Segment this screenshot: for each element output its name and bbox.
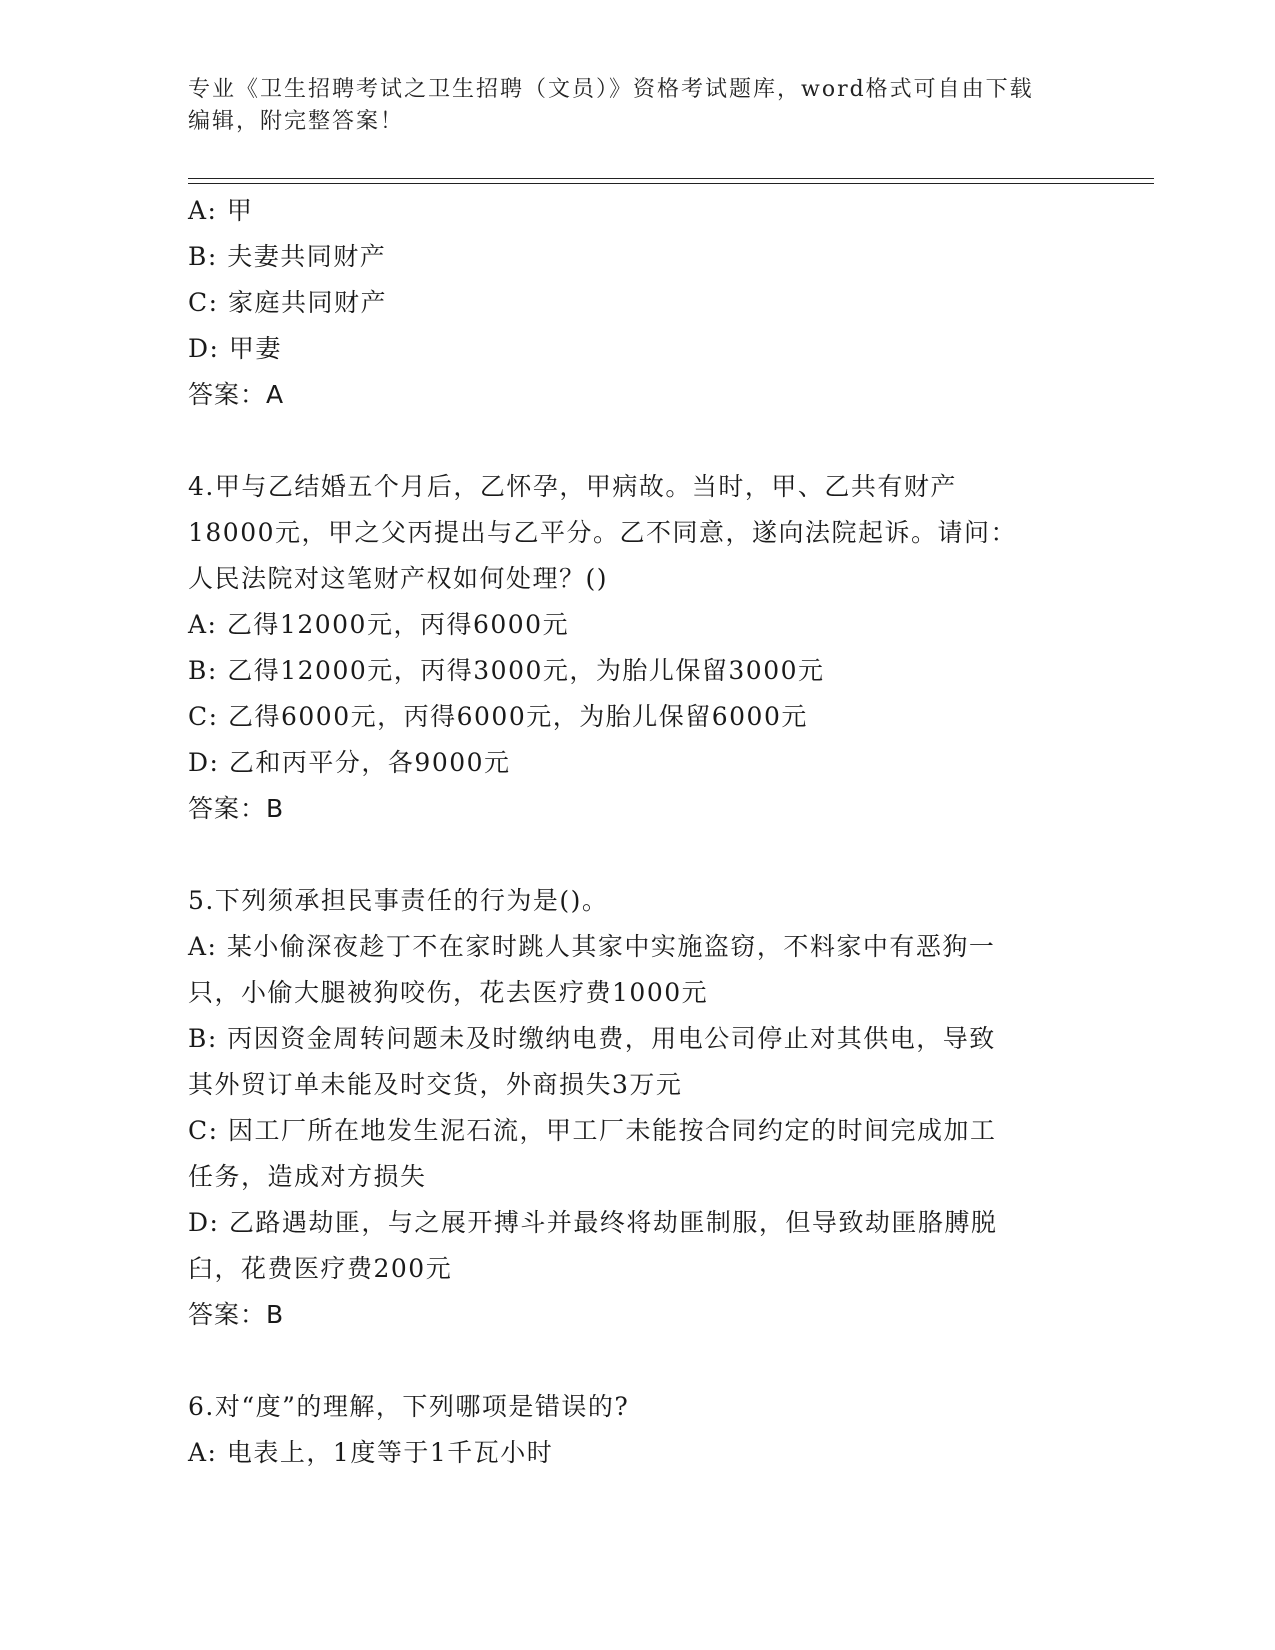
spacer [188,1338,1068,1384]
question-line: 18000元，甲之父丙提出与乙平分。乙不同意，遂向法院起诉。请问： [188,518,1018,547]
header-line-1: 专业《卫生招聘考试之卫生招聘（文员）》资格考试题库，word格式可自由下载 [188,77,1034,102]
question-5-options [188,924,1068,1292]
question-3-answer: 答案：A [188,380,285,409]
option-line: 其外贸订单未能及时交货，外商损失3万元 [188,1070,683,1099]
option-line: B: 丙因资金周转问题未及时缴纳电费，用电公司停止对其供电，导致 [188,1024,996,1053]
question-6-text [188,1384,1068,1430]
option-line: D: 乙路遇劫匪，与之展开搏斗并最终将劫匪制服，但导致劫匪胳膊脱 [188,1208,998,1237]
option-line: D: 甲妻 [188,334,282,363]
option-line: C: 因工厂所在地发生泥石流，甲工厂未能按合同约定的时间完成加工 [188,1116,997,1145]
question-4-options [188,602,1068,786]
option-line: 只，小偷大腿被狗咬伤，花去医疗费1000元 [188,978,709,1007]
question-4-text [188,464,1068,602]
question-line: 6.对“度”的理解，下列哪项是错误的? [188,1392,630,1421]
option-line: A: 甲 [188,196,254,225]
option-line: B: 乙得12000元，丙得3000元，为胎儿保留3000元 [188,656,825,685]
question-6-options [188,1430,1068,1476]
option-line: A: 电表上，1度等于1千瓦小时 [188,1438,554,1467]
question-4-answer: 答案：B [188,794,285,823]
header-line-2: 编辑，附完整答案！ [188,109,405,134]
question-content [188,188,1068,1476]
header-divider-top [188,178,1154,179]
option-line: C: 家庭共同财产 [188,288,387,317]
option-line: A: 某小偷深夜趁丁不在家时跳人其家中实施盗窃，不料家中有恶狗一 [188,932,996,961]
option-line: 臼，花费医疗费200元 [188,1254,453,1283]
option-line: D: 乙和丙平分，各9000元 [188,748,511,777]
option-line: C: 乙得6000元，丙得6000元，为胎儿保留6000元 [188,702,808,731]
question-line: 4.甲与乙结婚五个月后，乙怀孕，甲病故。当时，甲、乙共有财产 [188,472,957,501]
header-divider-bottom [188,183,1154,184]
question-line: 人民法院对这笔财产权如何处理？() [188,564,609,593]
question-5-answer: 答案：B [188,1300,285,1329]
document-header [188,74,1068,138]
spacer [188,832,1068,878]
question-5-text [188,878,1068,924]
option-line: A: 乙得12000元，丙得6000元 [188,610,570,639]
option-line: B: 夫妻共同财产 [188,242,387,271]
question-line: 5.下列须承担民事责任的行为是()。 [188,886,609,915]
option-line: 任务，造成对方损失 [188,1162,427,1191]
spacer [188,418,1068,464]
question-3-options [188,188,1068,372]
